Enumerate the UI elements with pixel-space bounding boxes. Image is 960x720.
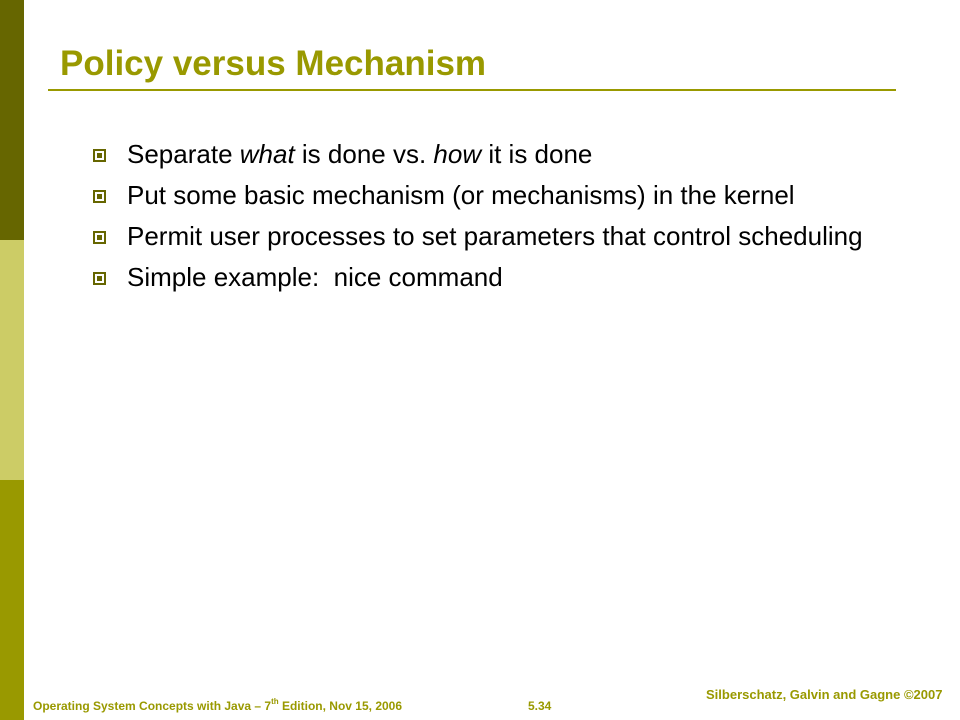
square-bullet-icon — [93, 149, 106, 162]
title-underline — [48, 89, 896, 91]
bullet-text: Put some basic mechanism (or mechanisms) in the kernel — [127, 180, 795, 210]
bullet-list — [92, 138, 872, 302]
sidebar-bottom-block — [0, 480, 24, 720]
bullet-text: Simple example: nice command — [127, 262, 503, 292]
square-bullet-icon — [93, 272, 106, 285]
sidebar-middle-block — [0, 240, 24, 480]
bullet-item — [92, 261, 872, 294]
footer-authors: Silberschatz, Galvin and Gagne ©2007 — [706, 687, 943, 702]
sidebar-top-block — [0, 0, 24, 240]
footer-page-number: 5.34 — [528, 699, 552, 713]
bullet-text: Separate what is done vs. how it is done — [127, 139, 593, 169]
footer-book-title: Operating System Concepts with Java – 7th Edition, Nov 15, 2006 — [33, 697, 403, 713]
bullet-item — [92, 179, 872, 212]
square-bullet-icon — [93, 231, 106, 244]
square-bullet-icon — [93, 190, 106, 203]
slide-title: Policy versus Mechanism — [60, 44, 487, 83]
bullet-item — [92, 220, 872, 253]
bullet-item — [92, 138, 872, 171]
bullet-text: Permit user processes to set parameters that control scheduling — [127, 221, 863, 251]
